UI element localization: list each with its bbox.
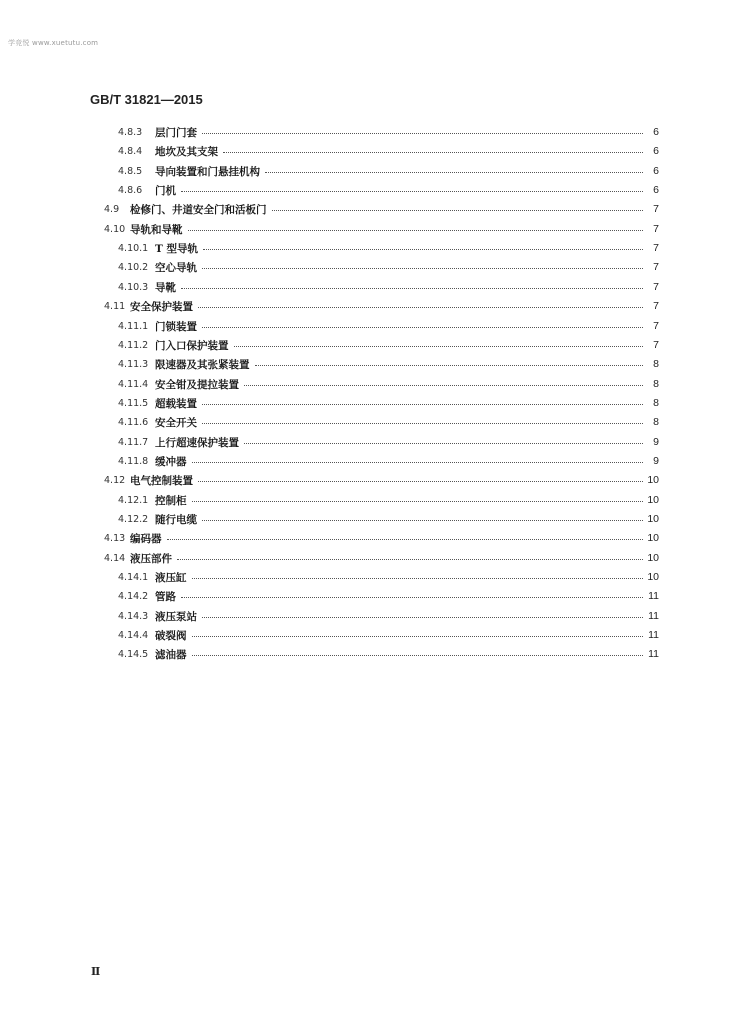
dot-leader — [265, 172, 643, 173]
toc-entry-title: 控制柜 — [155, 494, 187, 507]
toc-entry[interactable] — [118, 414, 659, 430]
toc-entry-number: 4.9 — [104, 203, 120, 215]
toc-entry-page: 10 — [647, 513, 659, 525]
toc-entry[interactable] — [104, 530, 659, 546]
toc-entry-title: 超载装置 — [155, 397, 197, 410]
toc-entry[interactable] — [118, 511, 659, 527]
toc-entry-page: 7 — [653, 242, 659, 254]
toc-entry-page: 7 — [653, 281, 659, 293]
dot-leader — [177, 559, 643, 560]
dot-leader — [202, 268, 643, 269]
toc-entry-number: 4.14.1 — [118, 571, 149, 583]
toc-entry-page: 9 — [653, 436, 659, 448]
toc-entry-page: 6 — [653, 165, 659, 177]
toc-entry-number: 4.10.3 — [118, 281, 149, 293]
toc-entry-title: 地坎及其支架 — [155, 145, 218, 158]
toc-entry-title: 上行超速保护装置 — [155, 436, 239, 449]
toc-entry-page: 6 — [653, 145, 659, 157]
dot-leader — [192, 655, 644, 656]
toc-entry-title: 安全保护装置 — [130, 300, 193, 313]
toc-entry-page: 9 — [653, 455, 659, 467]
dot-leader — [188, 230, 644, 231]
toc-entry-page: 8 — [653, 358, 659, 370]
dot-leader — [202, 520, 643, 521]
toc-entry[interactable] — [118, 569, 659, 585]
toc-entry[interactable] — [118, 337, 659, 353]
dot-leader — [202, 617, 643, 618]
toc-entry[interactable] — [118, 356, 659, 372]
toc-entry[interactable] — [118, 259, 659, 275]
toc-entry-title: 管路 — [155, 590, 176, 603]
toc-entry-title: 导靴 — [155, 281, 176, 294]
toc-entry-page: 10 — [647, 571, 659, 583]
toc-entry-number: 4.8.4 — [118, 145, 143, 157]
toc-entry-title: 滤油器 — [155, 648, 187, 661]
toc-entry[interactable] — [104, 201, 659, 217]
toc-entry[interactable] — [118, 279, 659, 295]
toc-entry[interactable] — [118, 395, 659, 411]
toc-entry[interactable] — [118, 627, 659, 643]
dot-leader — [192, 636, 644, 637]
toc-entry-title: 缓冲器 — [155, 455, 187, 468]
toc-entry-title: 安全开关 — [155, 416, 197, 429]
toc-entry[interactable] — [104, 221, 659, 237]
toc-entry-page: 11 — [648, 590, 659, 602]
page-number-footer: Ⅱ — [91, 965, 101, 978]
toc-entry[interactable] — [118, 492, 659, 508]
toc-entry-page: 7 — [653, 339, 659, 351]
toc-entry-title: 层门门套 — [155, 126, 197, 139]
dot-leader — [192, 578, 644, 579]
dot-leader — [255, 365, 644, 366]
toc-entry-title: 编码器 — [130, 532, 162, 545]
toc-entry-number: 4.10.2 — [118, 261, 149, 273]
toc-entry[interactable] — [118, 240, 659, 256]
toc-entry[interactable] — [118, 376, 659, 392]
toc-entry-page: 6 — [653, 184, 659, 196]
toc-entry-title: 导轨和导靴 — [130, 223, 183, 236]
dot-leader — [167, 539, 644, 540]
toc-entry[interactable] — [118, 434, 659, 450]
dot-leader — [202, 133, 643, 134]
toc-entry[interactable] — [118, 182, 659, 198]
toc-entry[interactable] — [118, 318, 659, 334]
toc-entry[interactable] — [104, 550, 659, 566]
dot-leader — [203, 249, 643, 250]
toc-entry-number: 4.11.4 — [118, 378, 149, 390]
toc-entry[interactable] — [118, 163, 659, 179]
toc-entry-page: 7 — [653, 320, 659, 332]
toc-entry-page: 7 — [653, 261, 659, 273]
toc-entry[interactable] — [104, 472, 659, 488]
toc-entry-number: 4.12.1 — [118, 494, 149, 506]
toc-entry-number: 4.8.3 — [118, 126, 143, 138]
toc-entry-page: 11 — [648, 648, 659, 660]
toc-entry-title: 液压缸 — [155, 571, 187, 584]
toc-entry-number: 4.11.1 — [118, 320, 149, 332]
toc-entry-page: 10 — [647, 474, 659, 486]
toc-entry-number: 4.14 — [104, 552, 126, 564]
toc-entry-title: 门机 — [155, 184, 176, 197]
toc-entry-title: 安全钳及提拉装置 — [155, 378, 239, 391]
toc-entry-page: 7 — [653, 203, 659, 215]
toc-entry-title: 空心导轨 — [155, 261, 197, 274]
toc-entry[interactable] — [118, 588, 659, 604]
watermark: 学竞悦 www.xuetutu.com — [8, 39, 99, 47]
toc-entry-title: T 型导轨 — [155, 242, 198, 255]
toc-entry-title: 液压部件 — [130, 552, 172, 565]
toc-entry-page: 10 — [647, 532, 659, 544]
toc-entry-title: 导向装置和门悬挂机构 — [155, 165, 260, 178]
toc-entry[interactable] — [118, 646, 659, 662]
toc-entry-page: 8 — [653, 397, 659, 409]
toc-entry-title: 电气控制装置 — [130, 474, 193, 487]
dot-leader — [198, 307, 643, 308]
dot-leader — [244, 443, 643, 444]
toc-entry-number: 4.11.3 — [118, 358, 149, 370]
toc-entry-number: 4.13 — [104, 532, 126, 544]
toc-entry-number: 4.8.5 — [118, 165, 143, 177]
dot-leader — [202, 423, 643, 424]
toc-entry-page: 10 — [647, 494, 659, 506]
toc-entry-number: 4.11 — [104, 300, 126, 312]
toc-entry-number: 4.10.1 — [118, 242, 149, 254]
dot-leader — [181, 191, 643, 192]
toc-entry[interactable] — [118, 143, 659, 159]
toc-entry-number: 4.14.4 — [118, 629, 149, 641]
toc-entry-number: 4.14.3 — [118, 610, 149, 622]
toc-entry-page: 7 — [653, 223, 659, 235]
toc-entry-number: 4.10 — [104, 223, 126, 235]
toc-entry-title: 检修门、井道安全门和活板门 — [130, 203, 267, 216]
toc-entry-number: 4.12 — [104, 474, 126, 486]
toc-entry-page: 8 — [653, 378, 659, 390]
dot-leader — [244, 385, 643, 386]
dot-leader — [202, 404, 643, 405]
dot-leader — [272, 210, 644, 211]
toc-entry[interactable] — [118, 124, 659, 140]
toc-entry-page: 6 — [653, 126, 659, 138]
toc-entry-number: 4.11.8 — [118, 455, 149, 467]
toc-entry-number: 4.11.6 — [118, 416, 149, 428]
toc-entry-number: 4.14.2 — [118, 590, 149, 602]
toc-entry-number: 4.11.7 — [118, 436, 149, 448]
toc-entry-page: 8 — [653, 416, 659, 428]
toc-entry-title: 门锁装置 — [155, 320, 197, 333]
toc-entry-number: 4.8.6 — [118, 184, 143, 196]
toc-entry[interactable] — [118, 453, 659, 469]
toc-entry-number: 4.11.2 — [118, 339, 149, 351]
dot-leader — [202, 327, 643, 328]
toc-entry-title: 门入口保护装置 — [155, 339, 229, 352]
dot-leader — [181, 288, 643, 289]
toc-entry-title: 限速器及其张紧装置 — [155, 358, 250, 371]
toc-entry-title: 破裂阀 — [155, 629, 187, 642]
dot-leader — [223, 152, 643, 153]
dot-leader — [198, 481, 643, 482]
toc-entry-number: 4.14.5 — [118, 648, 149, 660]
toc-entry-page: 11 — [648, 629, 659, 641]
toc-entry-number: 4.11.5 — [118, 397, 149, 409]
toc-entry-page: 7 — [653, 300, 659, 312]
toc-entry-title: 液压泵站 — [155, 610, 197, 623]
toc-entry-page: 10 — [647, 552, 659, 564]
dot-leader — [192, 462, 644, 463]
dot-leader — [181, 597, 643, 598]
toc-entry[interactable] — [118, 608, 659, 624]
toc-entry[interactable] — [104, 298, 659, 314]
toc-entry-title: 随行电缆 — [155, 513, 197, 526]
dot-leader — [234, 346, 644, 347]
toc-entry-number: 4.12.2 — [118, 513, 149, 525]
toc-entry-page: 11 — [648, 610, 659, 622]
dot-leader — [192, 501, 644, 502]
standard-number-header: GB/T 31821—2015 — [90, 92, 203, 107]
